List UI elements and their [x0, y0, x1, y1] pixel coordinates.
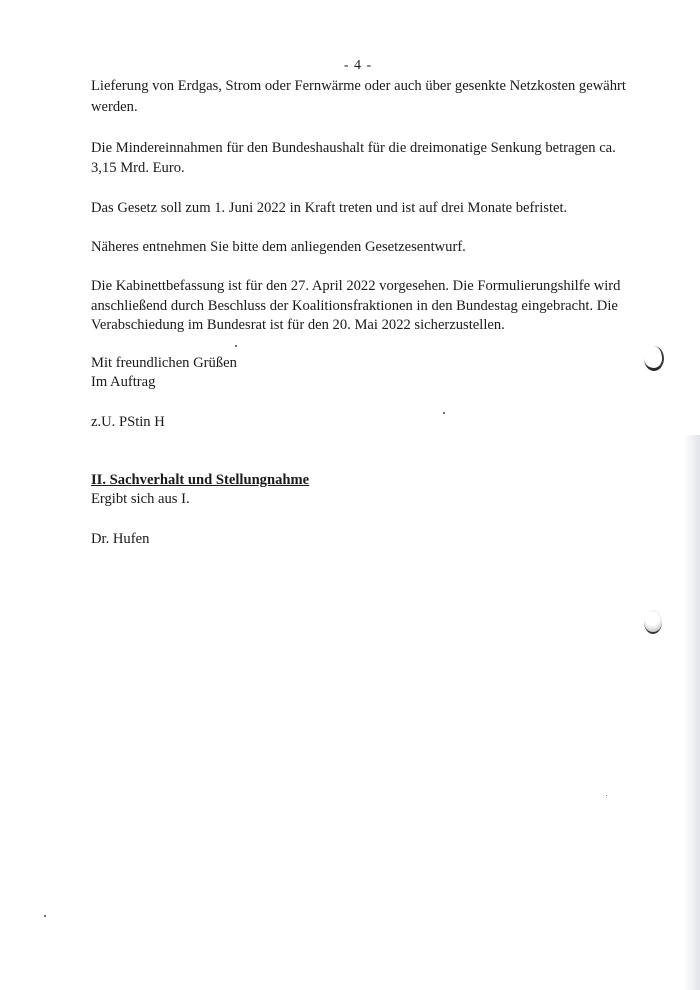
section-body: Ergibt sich aus I.	[91, 491, 190, 507]
paragraph-cabinet-line-2: anschließend durch Beschluss der Koalitionsfraktionen in den Bundestag eingebracht. Die	[91, 298, 618, 314]
scan-speck	[443, 412, 445, 414]
punch-hole-bottom	[644, 610, 662, 634]
paragraph-draft-reference: Näheres entnehmen Sie bitte dem anliegenden Gesetzesentwurf.	[91, 239, 466, 255]
paragraph-revenue-line-1: Die Mindereinnahmen für den Bundeshaushalt für die dreimonatige Senkung betragen ca.	[91, 140, 616, 156]
scan-speck	[606, 795, 607, 796]
page-number: - 4 -	[343, 58, 373, 73]
paper-edge-shadow	[684, 435, 700, 990]
paragraph-delivery-line-1: Lieferung von Erdgas, Strom oder Fernwärme oder auch über gesenkte Netzkosten gewährt	[91, 78, 626, 94]
paragraph-delivery-line-2: werden.	[91, 99, 138, 115]
scan-speck	[235, 345, 237, 347]
closing-on-behalf: Im Auftrag	[91, 374, 156, 390]
closing-greeting: Mit freundlichen Grüßen	[91, 355, 237, 371]
scan-speck	[44, 915, 46, 917]
paragraph-cabinet-line-3: Verabschiedung im Bundesrat ist für den 20. Mai 2022 sicherzustellen.	[91, 317, 505, 333]
paragraph-cabinet-line-1: Die Kabinettbefassung ist für den 27. April 2022 vorgesehen. Die Formulierungshilfe wird	[91, 278, 621, 294]
paragraph-revenue-line-2: 3,15 Mrd. Euro.	[91, 160, 185, 176]
punch-hole-top	[644, 346, 664, 371]
section-heading: II. Sachverhalt und Stellungnahme	[91, 472, 310, 488]
author-name: Dr. Hufen	[91, 531, 150, 547]
closing-attention: z.U. PStin H	[91, 414, 165, 430]
paragraph-effective-date: Das Gesetz soll zum 1. Juni 2022 in Kraft treten und ist auf drei Monate befristet.	[91, 200, 568, 216]
